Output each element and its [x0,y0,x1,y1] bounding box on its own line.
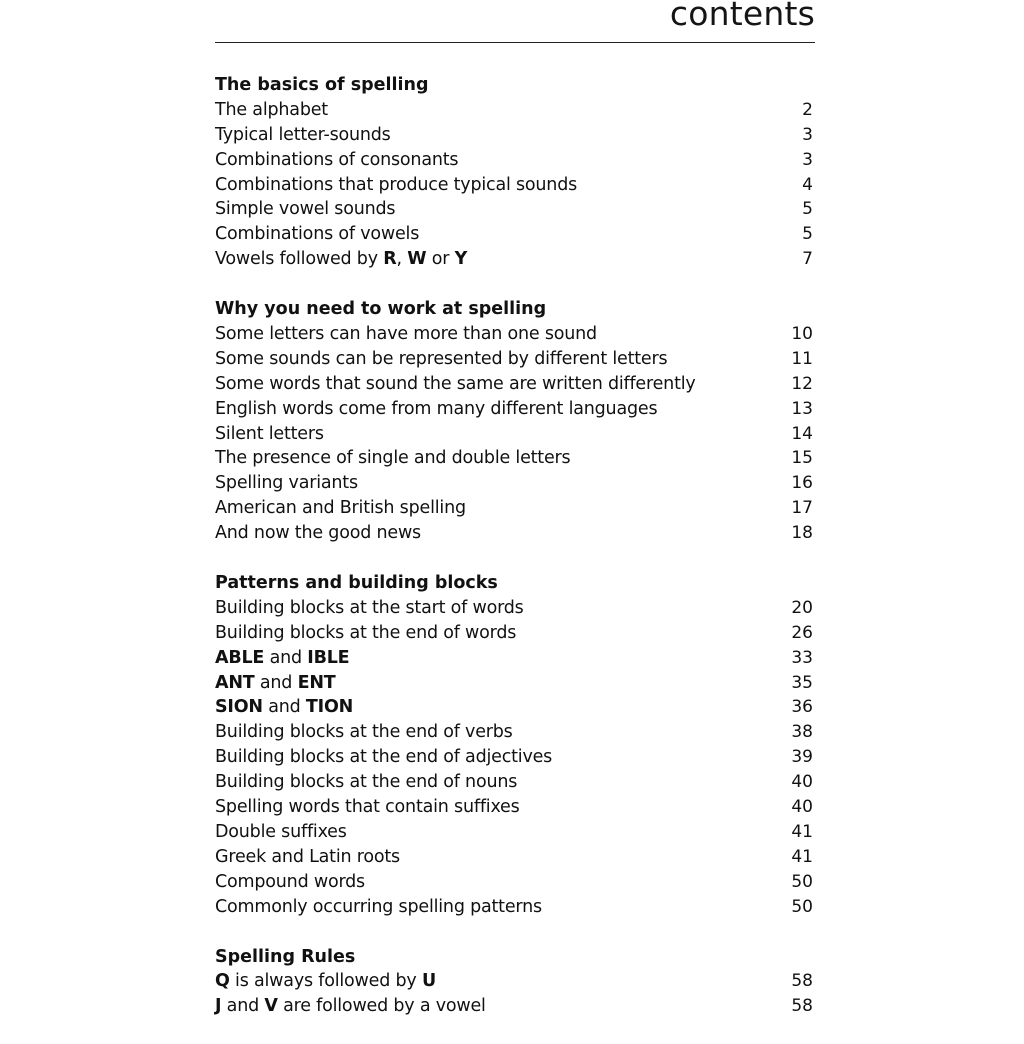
entry-title [215,596,524,621]
entry-title [215,222,419,247]
toc-entry[interactable] [215,397,815,422]
toc-entry[interactable] [215,596,815,621]
toc-entry[interactable] [215,969,815,994]
section-heading: Why you need to work at spelling [215,299,547,320]
entry-title [215,148,458,173]
toc-entry[interactable] [215,322,815,347]
page-number: 39 [791,747,813,768]
toc-entry[interactable] [215,720,815,745]
toc-entry[interactable] [215,820,815,845]
toc-entry[interactable] [215,895,815,920]
toc-section [215,297,815,546]
entry-title [215,197,395,222]
entry-title-part: The presence of single and double letters [215,448,571,469]
entry-title-part: Building blocks at the end of verbs [215,722,513,743]
toc-entry[interactable] [215,870,815,895]
toc-entry[interactable] [215,795,815,820]
entry-title-part: Simple vowel sounds [215,199,396,220]
entry-title-bold-part: U [421,971,436,992]
entry-title-part: Spelling words that contain suffixes [215,797,520,818]
page-number: 5 [802,224,813,245]
entry-title [215,123,391,148]
entry-title-part: or [426,249,455,270]
toc-section [215,945,815,1020]
entry-title-part: is always followed by [229,971,422,992]
entry-title-part: Spelling variants [215,473,358,494]
page-number: 35 [791,672,813,693]
entry-title [215,347,667,372]
entry-title-part: Some sounds can be represented by different letters [215,348,668,369]
entry-title [215,247,467,272]
page-number: 26 [791,622,813,643]
entry-title [215,994,486,1019]
entry-title [215,646,349,671]
page-number: 16 [791,473,813,494]
entry-title-bold-part: R [383,249,397,270]
entry-title [215,372,696,397]
toc-section [215,73,815,272]
entry-title-part: and [254,672,298,693]
entry-title [215,770,517,795]
entry-title-bold-part: IBLE [307,647,350,668]
toc-entry[interactable] [215,745,815,770]
entry-title-part: Silent letters [215,423,324,444]
toc-entry[interactable] [215,646,815,671]
entry-title-part: Building blocks at the end of adjectives [215,747,553,768]
page-number: 40 [791,772,813,793]
page-number: 40 [791,797,813,818]
page-number: 15 [791,448,813,469]
entry-title-part: Vowels followed by [215,249,384,270]
entry-title-part: Some words that sound the same are written differently [215,373,696,394]
toc-section [215,571,815,919]
entry-title [215,446,570,471]
toc-entry[interactable] [215,446,815,471]
entry-title [215,496,466,521]
page-number: 50 [791,896,813,917]
entry-title-bold-part: Y [454,249,468,270]
toc-entry[interactable] [215,422,815,447]
entry-title [215,745,552,770]
toc-entry[interactable] [215,173,815,198]
entry-title-part: Combinations that produce typical sounds [215,174,578,195]
page-title: contents [669,0,815,33]
entry-title-part: and [262,697,306,718]
entry-title-part: Typical letter-sounds [215,124,391,145]
page-number: 3 [802,149,813,170]
page-number: 10 [791,324,813,345]
entry-title-bold-part: Q [215,971,230,992]
entry-title [215,795,520,820]
entry-title-part: Some letters can have more than one sound [215,324,597,345]
page-number: 13 [791,398,813,419]
toc-entry[interactable] [215,994,815,1019]
entry-title-part: Building blocks at the start of words [215,597,524,618]
entry-title [215,98,328,123]
table-of-contents [215,73,815,1044]
entry-title-part: Greek and Latin roots [215,846,400,867]
entry-title [215,422,324,447]
entry-title [215,521,421,546]
page-number: 17 [791,498,813,519]
page-number: 33 [791,647,813,668]
entry-title [215,895,542,920]
toc-entry[interactable] [215,521,815,546]
entry-title-bold-part: SION [215,697,263,718]
toc-entry[interactable] [215,123,815,148]
section-heading: Patterns and building blocks [215,573,498,594]
toc-entry[interactable] [215,770,815,795]
toc-entry[interactable] [215,695,815,720]
toc-entry[interactable] [215,845,815,870]
toc-entry[interactable] [215,372,815,397]
entry-title-part: The alphabet [215,99,328,120]
toc-entry[interactable] [215,671,815,696]
entry-title-part: and [264,647,308,668]
page-number: 5 [802,199,813,220]
section-heading: The basics of spelling [215,75,429,95]
page-number: 4 [802,174,813,195]
entry-title [215,820,347,845]
entry-title [215,621,516,646]
toc-entry[interactable] [215,98,815,123]
entry-title [215,173,577,198]
page-number: 41 [791,846,813,867]
page-number: 12 [791,373,813,394]
toc-entry[interactable] [215,222,815,247]
entry-title [215,322,597,347]
page-number: 50 [791,871,813,892]
toc-entry[interactable] [215,471,815,496]
entry-title [215,671,336,696]
page-number: 14 [791,423,813,444]
entry-title-part: And now the good news [215,523,421,544]
entry-title-bold-part: V [264,996,278,1017]
entry-title [215,845,400,870]
page-number: 41 [791,821,813,842]
toc-entry[interactable] [215,247,815,272]
entry-title-part: Combinations of vowels [215,224,420,245]
entry-title-part: , [396,249,408,270]
entry-title-part: Double suffixes [215,821,347,842]
entry-title [215,870,365,895]
page-number: 38 [791,722,813,743]
toc-entry[interactable] [215,496,815,521]
entry-title [215,720,513,745]
entry-title-part: Commonly occurring spelling patterns [215,896,542,917]
entry-title-part: American and British spelling [215,498,466,519]
entry-title-bold-part: ANT [215,672,255,693]
entry-title-part: Combinations of consonants [215,149,459,170]
entry-title-part: and [221,996,265,1017]
toc-entry[interactable] [215,148,815,173]
toc-entry[interactable] [215,621,815,646]
entry-title [215,695,353,720]
title-divider [215,42,815,43]
entry-title-bold-part: W [407,249,427,270]
entry-title-part: are followed by a vowel [277,996,486,1017]
entry-title-part: Building blocks at the end of words [215,622,517,643]
contents-page [215,0,815,1024]
page-number: 7 [802,249,813,270]
entry-title [215,397,657,422]
toc-entry[interactable] [215,347,815,372]
page-number: 18 [791,523,813,544]
page-number: 36 [791,697,813,718]
toc-entry[interactable] [215,197,815,222]
page-number: 11 [791,348,813,369]
entry-title-part: Building blocks at the end of nouns [215,772,518,793]
entry-title [215,969,436,994]
entry-title-part: Compound words [215,871,365,892]
page-number: 20 [791,597,813,618]
page-number: 2 [802,99,813,120]
entry-title-bold-part: ABLE [215,647,265,668]
entry-title-part: English words come from many different languages [215,398,658,419]
section-heading: Spelling Rules [215,946,356,967]
page-number: 58 [791,971,813,992]
entry-title [215,471,358,496]
page-number: 3 [802,124,813,145]
entry-title-bold-part: TION [305,697,354,718]
entry-title-bold-part: ENT [297,672,336,693]
page-number: 58 [791,996,813,1017]
entry-title-bold-part: J [215,996,222,1017]
